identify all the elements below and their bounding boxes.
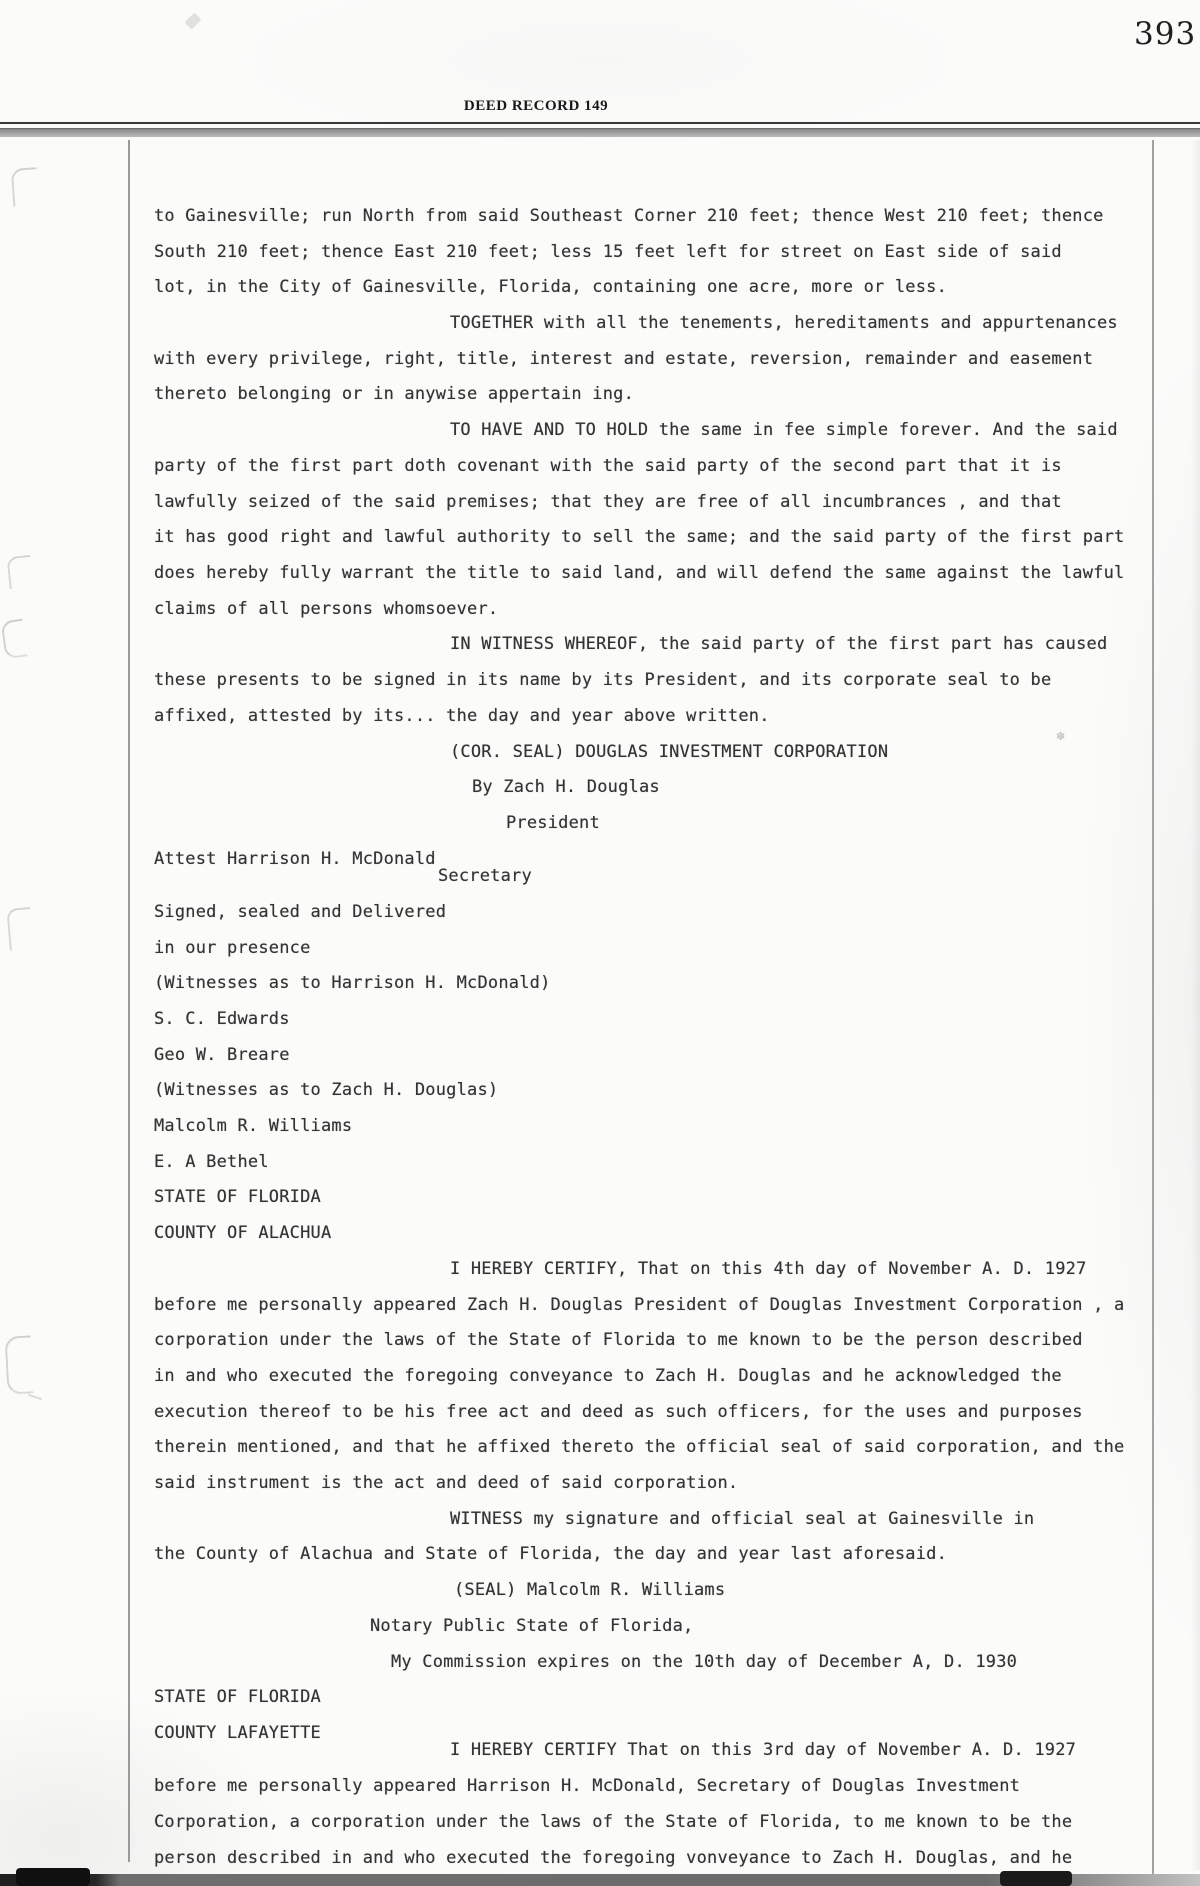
document-line: STATE OF FLORIDA (154, 1687, 321, 1707)
document-line: does hereby fully warrant the title to said land, and will defend the same against the lawful (154, 563, 1125, 583)
document-line: corporation under the laws of the State of Florida to me known to be the person described (154, 1330, 1083, 1350)
document-line: Geo W. Breare (154, 1045, 290, 1065)
pencil-mark (5, 1335, 34, 1394)
document-line: E. A Bethel (154, 1152, 269, 1172)
left-margin-rule (128, 140, 130, 1862)
document-line: (COR. SEAL) DOUGLAS INVESTMENT CORPORATION (450, 742, 889, 762)
pencil-mark (28, 1394, 42, 1400)
document-line: Secretary (438, 866, 532, 886)
page-number: 393 (1134, 16, 1197, 52)
document-line: Notary Public State of Florida, (370, 1616, 694, 1636)
dust-speck (185, 13, 202, 30)
document-line: S. C. Edwards (154, 1009, 290, 1029)
document-line: thereto belonging or in anywise appertain ing. (154, 384, 635, 404)
document-line: (SEAL) Malcolm R. Williams (454, 1580, 726, 1600)
document-line: IN WITNESS WHEREOF, the said party of the first part has caused (450, 634, 1108, 654)
document-line: to Gainesville; run North from said Southeast Corner 210 feet; thence West 210 feet; thence (154, 206, 1104, 226)
page-header-title: DEED RECORD 149 (463, 98, 609, 114)
document-line: in and who executed the foregoing conveyance to Zach H. Douglas and he acknowledged the (154, 1366, 1062, 1386)
right-margin-rule (1152, 140, 1154, 1876)
document-line: Malcolm R. Williams (154, 1116, 353, 1136)
document-line: STATE OF FLORIDA (154, 1187, 321, 1207)
pencil-mark (6, 907, 34, 951)
pencil-mark (6, 555, 33, 589)
scan-artifact (16, 1868, 90, 1886)
document-line: in our presence (154, 938, 311, 958)
document-line: WITNESS my signature and official seal at Gainesville in (450, 1509, 1035, 1529)
header-rule-thin (0, 122, 1200, 124)
document-line: lawfully seized of the said premises; that they are free of all incumbrances , and that (154, 492, 1062, 512)
document-line: TO HAVE AND TO HOLD the same in fee simple forever. And the said (450, 420, 1118, 440)
document-line: claims of all persons whomsoever. (154, 599, 499, 619)
dust-speck: ✽ (1056, 730, 1066, 743)
right-edge-shadow (1190, 140, 1200, 1870)
document-line: Signed, sealed and Delivered (154, 902, 447, 922)
document-line: said instrument is the act and deed of said corporation. (154, 1473, 739, 1493)
document-line: South 210 feet; thence East 210 feet; less 15 feet left for street on East side of said (154, 242, 1062, 262)
document-line: with every privilege, right, title, interest and estate, reversion, remainder and easement (154, 349, 1094, 369)
document-line: therein mentioned, and that he affixed thereto the official seal of said corporation, and the (154, 1437, 1125, 1457)
pencil-mark (11, 167, 40, 207)
document-line: it has good right and lawful authority to sell the same; and the said party of the first part (154, 527, 1125, 547)
document-line: I HEREBY CERTIFY, That on this 4th day of November A. D. 1927 (450, 1259, 1087, 1279)
document-line: President (506, 813, 600, 833)
document-line: the County of Alachua and State of Florida, the day and year last aforesaid. (154, 1544, 948, 1564)
document-line: I HEREBY CERTIFY That on this 3rd day of November A. D. 1927 (450, 1740, 1077, 1760)
document-line: (Witnesses as to Zach H. Douglas) (154, 1080, 499, 1100)
document-line: affixed, attested by its... the day and year above written. (154, 706, 770, 726)
pencil-mark (0, 619, 27, 660)
document-line: party of the first part doth covenant with the said party of the second part that it is (154, 456, 1062, 476)
document-line: before me personally appeared Harrison H. McDonald, Secretary of Douglas Investment (154, 1776, 1021, 1796)
document-line: lot, in the City of Gainesville, Florida, containing one acre, more or less. (154, 277, 948, 297)
document-line: My Commission expires on the 10th day of December A, D. 1930 (391, 1652, 1018, 1672)
document-line: (Witnesses as to Harrison H. McDonald) (154, 973, 551, 993)
document-line: Attest Harrison H. McDonald (154, 849, 436, 869)
header-rule-thick (0, 128, 1200, 137)
document-line: person described in and who executed the foregoing vonveyance to Zach H. Douglas, and he (154, 1848, 1073, 1868)
scan-artifact (1000, 1871, 1072, 1886)
document-line: TOGETHER with all the tenements, hereditaments and appurtenances (450, 313, 1118, 333)
document-line: By Zach H. Douglas (472, 777, 660, 797)
document-line: before me personally appeared Zach H. Douglas President of Douglas Investment Corporation , a (154, 1295, 1125, 1315)
document-line: COUNTY OF ALACHUA (154, 1223, 332, 1243)
document-line: execution thereof to be his free act and deed as such officers, for the uses and purposes (154, 1402, 1083, 1422)
document-line: Corporation, a corporation under the laws of the State of Florida, to me known to be the (154, 1812, 1073, 1832)
document-line: COUNTY LAFAYETTE (154, 1723, 321, 1743)
document-line: these presents to be signed in its name by its President, and its corporate seal to be (154, 670, 1052, 690)
